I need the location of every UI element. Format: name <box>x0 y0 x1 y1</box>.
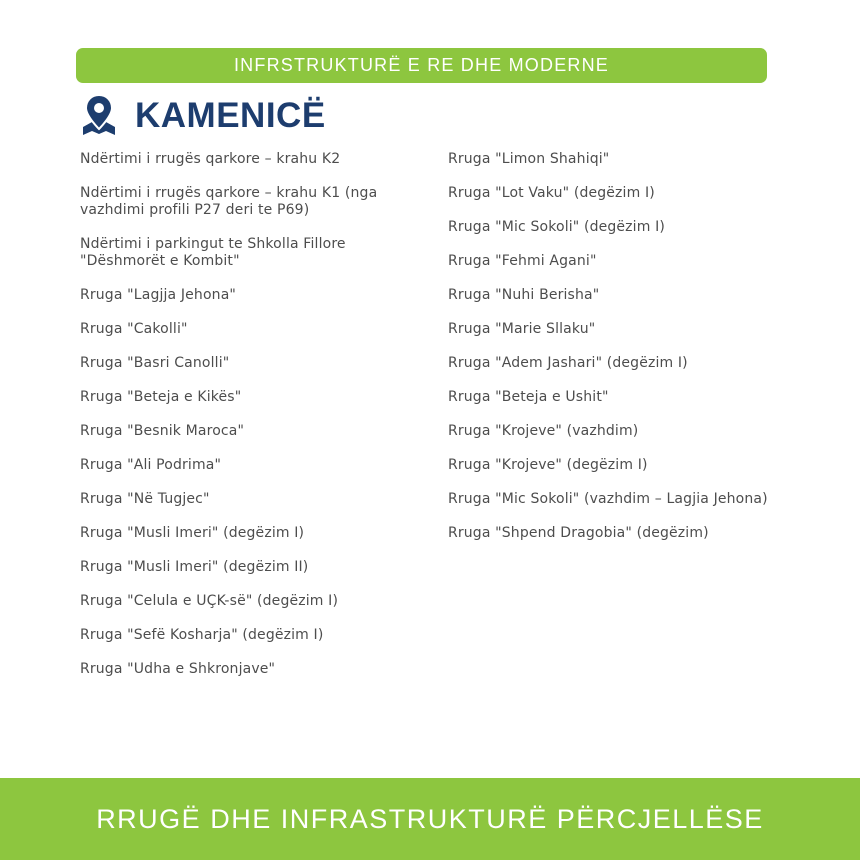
list-item: Ndërtimi i parkingut te Shkolla Fillore "Dëshmorët e Kombit" <box>80 236 346 269</box>
municipality-title: KAMENICË <box>135 95 326 135</box>
list-item: Rruga "Lot Vaku" (degëzim I) <box>448 185 655 201</box>
list-item: Rruga "Mic Sokoli" (degëzim I) <box>448 219 666 235</box>
list-item: Rruga "Basri Canolli" <box>80 355 230 371</box>
list-item: Rruga "Besnik Maroca" <box>80 423 245 439</box>
list-item: Rruga "Ali Podrima" <box>80 457 222 473</box>
list-item: Rruga "Celula e UÇK-së" (degëzim I) <box>80 593 339 609</box>
list-item: Rruga "Beteja e Ushit" <box>448 389 609 405</box>
list-item: Rruga "Beteja e Kikës" <box>80 389 242 405</box>
list-item: Rruga "Musli Imeri" (degëzim II) <box>80 559 309 575</box>
list-item: Rruga "Krojeve" (vazhdim) <box>448 423 639 439</box>
list-item: Rruga "Në Tugjec" <box>80 491 210 507</box>
projects-list-right <box>448 151 768 559</box>
list-item: Rruga "Sefë Kosharja" (degëzim I) <box>80 627 324 643</box>
list-item: Rruga "Nuhi Berisha" <box>448 287 600 303</box>
list-item: Ndërtimi i rrugës qarkore – krahu K2 <box>80 151 341 167</box>
list-item: Rruga "Udha e Shkronjave" <box>80 661 276 677</box>
top-banner-text: INFRSTRUKTURË E RE DHE MODERNE <box>233 55 610 75</box>
list-item: Rruga "Fehmi Agani" <box>448 253 597 269</box>
list-item: Rruga "Shpend Dragobia" (degëzim) <box>448 525 709 541</box>
municipality-heading <box>79 93 326 137</box>
list-item: Rruga "Krojeve" (degëzim I) <box>448 457 648 473</box>
projects-list-left <box>80 151 428 695</box>
list-item: Ndërtimi i rrugës qarkore – krahu K1 (nga vazhdimi profili P27 deri te P69) <box>80 185 378 218</box>
list-item: Rruga "Musli Imeri" (degëzim I) <box>80 525 305 541</box>
list-item: Rruga "Marie Sllaku" <box>448 321 596 337</box>
list-item: Rruga "Cakolli" <box>80 321 188 337</box>
list-item: Rruga "Limon Shahiqi" <box>448 151 610 167</box>
footer-band <box>0 778 860 860</box>
list-item: Rruga "Mic Sokoli" (vazhdim – Lagjia Jehona) <box>448 491 768 507</box>
list-item: Rruga "Adem Jashari" (degëzim I) <box>448 355 688 371</box>
location-pin-map-icon <box>79 93 119 137</box>
top-banner <box>76 48 767 83</box>
list-item: Rruga "Lagjja Jehona" <box>80 287 237 303</box>
footer-title: RRUGË DHE INFRASTRUKTURË PËRCJELLËSE <box>96 803 764 834</box>
